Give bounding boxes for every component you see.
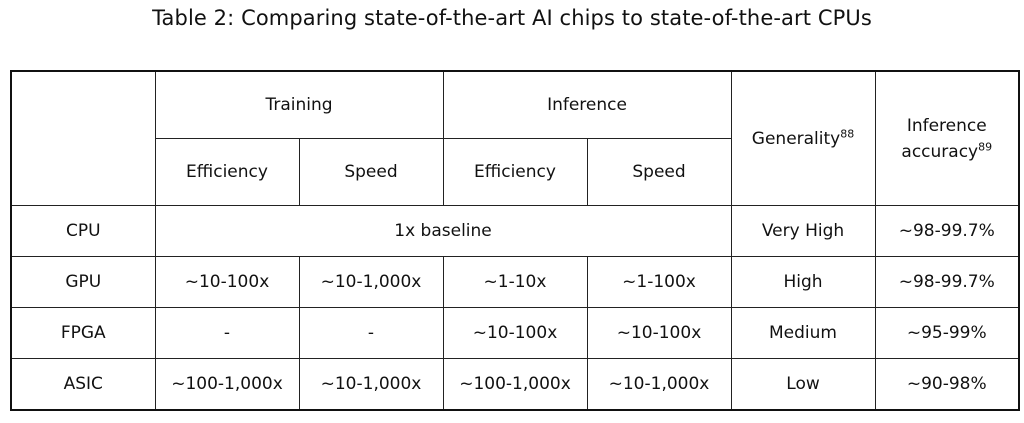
corner-cell [11, 71, 155, 206]
baseline-cell: 1x baseline [155, 206, 731, 257]
header-row-top [11, 71, 1019, 139]
generality-cell: Very High [731, 206, 875, 257]
generality-cell: High [731, 257, 875, 308]
row-label: CPU [11, 206, 155, 257]
table-row-cpu [11, 206, 1019, 257]
table-caption: Table 2: Comparing state-of-the-art AI chips to state-of-the-art CPUs [152, 6, 872, 30]
header-inference-accuracy-line1: Inference [906, 115, 987, 136]
inference-efficiency-cell: ~1-10x [443, 257, 587, 308]
table-row-gpu [11, 257, 1019, 308]
header-inference-speed: Speed [587, 139, 731, 206]
training-speed-cell: - [299, 308, 443, 359]
accuracy-cell: ~98-99.7% [875, 206, 1019, 257]
inference-speed-cell: ~1-100x [587, 257, 731, 308]
accuracy-cell: ~90-98% [875, 359, 1019, 411]
training-speed-cell: ~10-1,000x [299, 359, 443, 411]
table-row-fpga [11, 308, 1019, 359]
header-inference-accuracy [875, 71, 1019, 206]
row-label: GPU [11, 257, 155, 308]
accuracy-cell: ~95-99% [875, 308, 1019, 359]
footnote-ref-accuracy: 89 [978, 139, 993, 153]
table-row-asic [11, 359, 1019, 411]
header-training: Training [155, 71, 443, 139]
generality-cell: Medium [731, 308, 875, 359]
inference-speed-cell: ~10-100x [587, 308, 731, 359]
header-inference-efficiency: Efficiency [443, 139, 587, 206]
training-efficiency-cell: - [155, 308, 299, 359]
inference-efficiency-cell: ~10-100x [443, 308, 587, 359]
header-generality-label: Generality [751, 128, 841, 149]
generality-cell: Low [731, 359, 875, 411]
header-training-efficiency: Efficiency [155, 139, 299, 206]
accuracy-cell: ~98-99.7% [875, 257, 1019, 308]
training-efficiency-cell: ~10-100x [155, 257, 299, 308]
comparison-table [10, 70, 1020, 411]
training-efficiency-cell: ~100-1,000x [155, 359, 299, 411]
row-label: ASIC [11, 359, 155, 411]
training-speed-cell: ~10-1,000x [299, 257, 443, 308]
header-inference: Inference [443, 71, 731, 139]
inference-efficiency-cell: ~100-1,000x [443, 359, 587, 411]
footnote-ref-generality: 88 [840, 126, 855, 140]
header-generality [731, 71, 875, 206]
header-inference-accuracy-line2: accuracy [901, 141, 979, 162]
row-label: FPGA [11, 308, 155, 359]
inference-speed-cell: ~10-1,000x [587, 359, 731, 411]
header-training-speed: Speed [299, 139, 443, 206]
